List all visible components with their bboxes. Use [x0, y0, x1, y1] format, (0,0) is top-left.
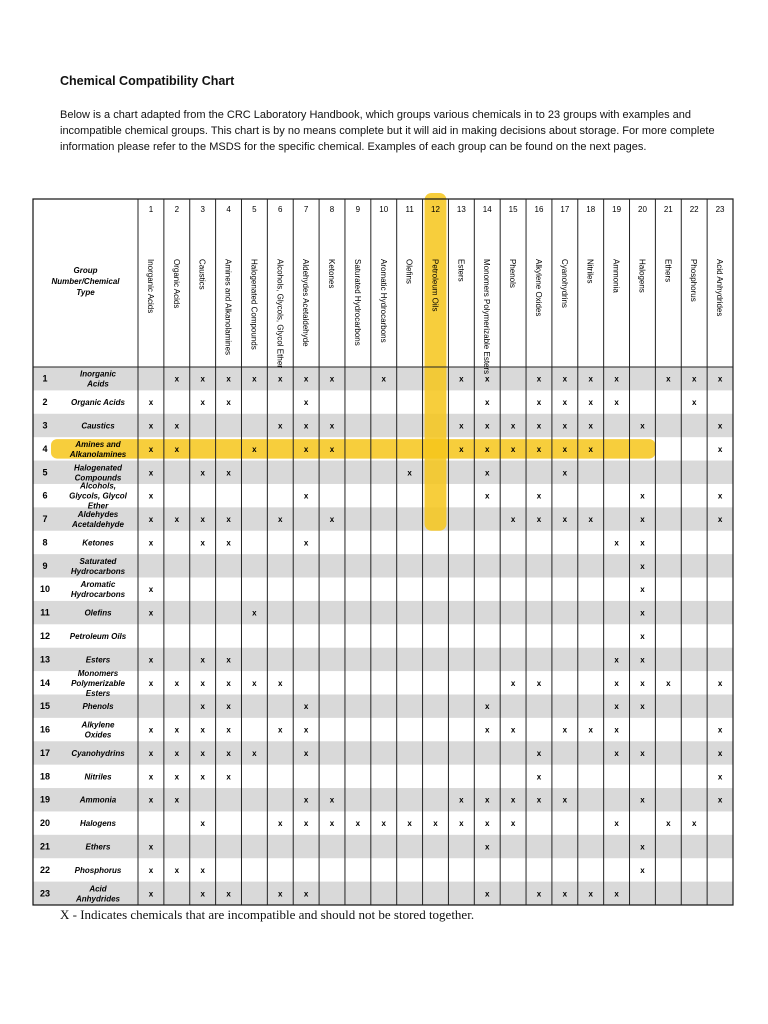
row-number: 10 [39, 584, 51, 595]
column-number: 14 [482, 205, 492, 214]
row-number: 22 [39, 864, 51, 875]
incompatible-mark: x [148, 655, 154, 665]
incompatible-mark: x [226, 398, 231, 408]
incompatible-mark: x [691, 374, 697, 384]
incompatible-mark: x [640, 491, 645, 501]
column-header: Esters [456, 259, 466, 282]
incompatible-mark: x [278, 374, 283, 384]
incompatible-mark: x [148, 515, 154, 525]
incompatible-mark: x [485, 374, 490, 384]
row-label: Amines and [75, 439, 121, 449]
incompatible-mark: x [510, 819, 516, 829]
row-label: Petroleum Oils [69, 632, 127, 641]
incompatible-mark: x [717, 374, 723, 384]
incompatible-mark: x [252, 678, 257, 688]
incompatible-mark: x [614, 678, 619, 688]
incompatible-mark: x [278, 725, 283, 735]
incompatible-mark: x [640, 515, 645, 525]
incompatible-mark: x [717, 421, 723, 431]
incompatible-mark: x [303, 491, 309, 501]
row-label: Acid [89, 884, 107, 894]
column-header: Acid Anhydrides [715, 259, 725, 317]
incompatible-mark: x [303, 889, 309, 899]
incompatible-mark: x [485, 795, 490, 805]
row-number: 14 [39, 677, 51, 688]
incompatible-mark: x [459, 374, 464, 384]
incompatible-mark: x [640, 585, 645, 595]
incompatible-mark: x [200, 655, 205, 665]
row-label: Anhydrides [75, 894, 121, 904]
incompatible-mark: x [252, 374, 257, 384]
incompatible-mark: x [148, 421, 154, 431]
row-number: 15 [39, 701, 51, 712]
row-label: Alkanolamines [69, 449, 127, 459]
incompatible-mark: x [562, 468, 568, 478]
column-number: 11 [405, 205, 414, 214]
incompatible-mark: x [200, 702, 205, 712]
row-label: Hydrocarbons [70, 566, 126, 576]
incompatible-mark: x [640, 678, 645, 688]
row-number: 13 [39, 654, 51, 665]
column-number: 8 [329, 205, 335, 214]
row-label: Monomers [77, 668, 119, 678]
column-number: 18 [586, 205, 596, 214]
incompatible-mark: x [226, 889, 231, 899]
page-title: Chemical Compatibility Chart [60, 74, 235, 88]
column-number: 10 [379, 205, 389, 214]
row-number: 8 [42, 537, 48, 548]
incompatible-mark: x [562, 374, 568, 384]
incompatible-mark: x [717, 795, 723, 805]
row-number: 23 [39, 888, 51, 899]
incompatible-mark: x [510, 795, 516, 805]
incompatible-mark: x [226, 702, 231, 712]
incompatible-mark: x [640, 748, 645, 758]
incompatible-mark: x [303, 398, 309, 408]
row-number: 21 [39, 841, 51, 852]
incompatible-mark: x [459, 795, 464, 805]
column-header: Aldehydes Acetaldehyde [301, 259, 311, 347]
incompatible-mark: x [640, 608, 645, 618]
row-label: Acetaldehyde [71, 520, 125, 530]
incompatible-mark: x [666, 819, 671, 829]
incompatible-mark: x [200, 538, 205, 548]
incompatible-mark: x [717, 491, 723, 501]
column-number: 4 [226, 205, 231, 214]
incompatible-mark: x [174, 678, 180, 688]
column-number: 13 [456, 205, 466, 214]
row-label: Saturated [79, 556, 117, 566]
incompatible-mark: x [536, 515, 542, 525]
incompatible-mark: x [485, 491, 490, 501]
row-label: Aromatic [80, 580, 116, 590]
row-label: Acids [87, 379, 109, 389]
incompatible-mark: x [355, 819, 361, 829]
incompatible-mark: x [148, 468, 154, 478]
incompatible-mark: x [614, 374, 619, 384]
incompatible-mark: x [433, 819, 438, 829]
incompatible-mark: x [536, 795, 542, 805]
column-header: Ketones [327, 259, 337, 289]
incompatible-mark: x [148, 795, 154, 805]
row-label: Polymerizable [71, 678, 125, 688]
incompatible-mark: x [717, 748, 723, 758]
incompatible-mark: x [226, 772, 231, 782]
row-label: Inorganic [79, 369, 117, 379]
row-label: Organic Acids [71, 398, 125, 408]
row-label: Esters [85, 688, 111, 698]
incompatible-mark: x [485, 889, 490, 899]
row-label: Ether [87, 501, 109, 511]
incompatible-mark: x [717, 444, 723, 454]
incompatible-mark: x [614, 725, 619, 735]
incompatible-mark: x [226, 748, 231, 758]
column-header: Phenols [508, 259, 518, 288]
incompatible-mark: x [562, 515, 568, 525]
row-number: 2 [42, 397, 48, 408]
incompatible-mark: x [640, 795, 645, 805]
row-label: Halogens [79, 819, 117, 829]
incompatible-mark: x [329, 819, 335, 829]
incompatible-mark: x [562, 398, 568, 408]
column-header: Alcohols, Glycols, Glycol Ether [275, 259, 285, 368]
row-label: Cyanohydrins [71, 748, 125, 758]
incompatible-mark: x [226, 725, 231, 735]
row-label: Nitriles [84, 772, 112, 782]
incompatible-mark: x [148, 491, 154, 501]
incompatible-mark: x [174, 421, 180, 431]
incompatible-mark: x [536, 444, 542, 454]
incompatible-mark: x [329, 421, 335, 431]
incompatible-mark: x [278, 678, 283, 688]
incompatible-mark: x [485, 421, 490, 431]
incompatible-mark: x [226, 655, 231, 665]
incompatible-mark: x [640, 561, 645, 571]
incompatible-mark: x [614, 748, 619, 758]
incompatible-mark: x [174, 444, 180, 454]
incompatible-mark: x [200, 865, 205, 875]
incompatible-mark: x [407, 819, 412, 829]
column-number: 23 [715, 205, 725, 214]
column-header: Inorganic Acids [145, 259, 155, 314]
row-number: 7 [42, 514, 48, 525]
incompatible-mark: x [278, 515, 283, 525]
header-label: Type [76, 288, 95, 297]
incompatible-mark: x [588, 374, 593, 384]
incompatible-mark: x [614, 655, 619, 665]
incompatible-mark: x [588, 889, 593, 899]
incompatible-mark: x [459, 444, 464, 454]
column-number: 22 [689, 205, 699, 214]
column-number: 12 [431, 205, 440, 214]
row-number: 18 [39, 771, 51, 782]
incompatible-mark: x [303, 374, 309, 384]
incompatible-mark: x [407, 468, 412, 478]
incompatible-mark: x [200, 819, 205, 829]
row-label: Ketones [82, 538, 114, 548]
incompatible-mark: x [510, 678, 516, 688]
incompatible-mark: x [200, 468, 205, 478]
column-header: Caustics [197, 259, 207, 290]
incompatible-mark: x [536, 491, 542, 501]
column-number: 16 [534, 205, 544, 214]
incompatible-mark: x [691, 819, 697, 829]
incompatible-mark: x [717, 678, 723, 688]
incompatible-mark: x [174, 725, 180, 735]
incompatible-mark: x [303, 421, 309, 431]
incompatible-mark: x [303, 795, 309, 805]
column-number: 15 [508, 205, 518, 214]
column-header: Petroleum Oils [430, 259, 440, 312]
incompatible-mark: x [303, 702, 309, 712]
incompatible-mark: x [329, 795, 335, 805]
incompatible-mark: x [278, 421, 283, 431]
column-header: Aromatic Hydrocarbons [378, 259, 388, 343]
incompatible-mark: x [510, 515, 516, 525]
row-number: 11 [40, 607, 50, 618]
column-header: Organic Acids [171, 259, 181, 309]
row-label: Halogenated [73, 463, 123, 473]
incompatible-mark: x [148, 585, 154, 595]
row-number: 12 [39, 631, 51, 641]
incompatible-mark: x [614, 538, 619, 548]
incompatible-mark: x [640, 538, 645, 548]
column-header: Nitriles [585, 259, 595, 284]
incompatible-mark: x [174, 865, 180, 875]
column-number: 19 [612, 205, 622, 214]
incompatible-mark: x [226, 515, 231, 525]
incompatible-mark: x [200, 889, 205, 899]
incompatible-mark: x [200, 515, 205, 525]
column-header: Cyanohydrins [559, 259, 569, 308]
row-number: 9 [42, 560, 48, 571]
intro-paragraph: Below is a chart adapted from the CRC Laboratory Handbook, which groups various chemicals in to 23 groups with examples and incompatible chemical groups. This chart is by no means complete but it will aid in making decisions about storage. For more complete information please refer to the MSDS for the specific chemical. Examples of each group can be found on the next pages. [60, 109, 715, 153]
incompatible-mark: x [174, 374, 180, 384]
column-header: Ammonia [611, 259, 621, 293]
incompatible-mark: x [278, 819, 283, 829]
row-label: Hydrocarbons [70, 590, 126, 600]
incompatible-mark: x [640, 865, 645, 875]
incompatible-mark: x [303, 819, 309, 829]
incompatible-mark: x [252, 608, 257, 618]
incompatible-mark: x [588, 444, 593, 454]
incompatible-mark: x [485, 702, 490, 712]
incompatible-mark: x [148, 865, 154, 875]
row-number: 20 [39, 818, 51, 829]
column-number: 3 [200, 205, 205, 214]
incompatible-mark: x [381, 374, 386, 384]
incompatible-mark: x [252, 748, 257, 758]
incompatible-mark: x [174, 772, 180, 782]
highlight-column-bar [425, 193, 447, 531]
incompatible-mark: x [200, 725, 205, 735]
incompatible-mark: x [562, 889, 568, 899]
column-header: Amines and Alkanolamines [223, 259, 233, 356]
incompatible-mark: x [252, 444, 257, 454]
incompatible-mark: x [510, 725, 516, 735]
incompatible-mark: x [148, 748, 154, 758]
incompatible-mark: x [614, 819, 619, 829]
incompatible-mark: x [148, 538, 154, 548]
incompatible-mark: x [329, 515, 335, 525]
incompatible-mark: x [278, 889, 283, 899]
incompatible-mark: x [226, 468, 231, 478]
row-label: Glycols, Glycol [69, 491, 127, 501]
row-number: 3 [42, 420, 48, 431]
row-label: Alkylene [81, 720, 115, 730]
column-header: Halogens [637, 259, 647, 293]
incompatible-mark: x [174, 795, 180, 805]
incompatible-mark: x [148, 725, 154, 735]
incompatible-mark: x [614, 398, 619, 408]
incompatible-mark: x [562, 444, 568, 454]
incompatible-mark: x [200, 374, 205, 384]
incompatible-mark: x [588, 421, 593, 431]
incompatible-mark: x [174, 515, 180, 525]
column-header: Alkylene Oxides [533, 259, 543, 317]
row-number: 4 [42, 443, 48, 454]
column-number: 6 [278, 205, 283, 214]
row-label: Ethers [85, 842, 111, 852]
incompatible-mark: x [588, 398, 593, 408]
column-number: 17 [560, 205, 570, 214]
incompatible-mark: x [640, 421, 645, 431]
incompatible-mark: x [536, 748, 542, 758]
column-header: Phosphorus [689, 259, 699, 302]
incompatible-mark: x [485, 725, 490, 735]
incompatible-mark: x [588, 515, 593, 525]
row-label: Alcohols, [79, 481, 117, 491]
incompatible-mark: x [148, 772, 154, 782]
incompatible-mark: x [303, 538, 309, 548]
incompatible-mark: x [485, 468, 490, 478]
incompatible-mark: x [459, 819, 464, 829]
row-label: Esters [85, 655, 111, 665]
incompatible-mark: x [640, 632, 645, 641]
incompatible-mark: x [666, 678, 671, 688]
incompatible-mark: x [510, 444, 516, 454]
row-number: 1 [42, 373, 48, 384]
row-label: Caustics [81, 421, 115, 431]
row-label: Oxides [84, 730, 112, 740]
incompatible-mark: x [588, 725, 593, 735]
incompatible-mark: x [226, 678, 231, 688]
column-number: 20 [638, 205, 647, 214]
incompatible-mark: x [536, 678, 542, 688]
incompatible-mark: x [717, 772, 723, 782]
incompatible-mark: x [200, 772, 205, 782]
column-header: Monomers Polymerizable Esters [482, 259, 492, 375]
column-number: 2 [174, 205, 180, 214]
row-label: Compounds [74, 473, 122, 483]
column-header: Ethers [663, 259, 673, 283]
incompatible-mark: x [485, 398, 490, 408]
incompatible-mark: x [148, 444, 154, 454]
incompatible-mark: x [562, 725, 568, 735]
incompatible-mark: x [536, 421, 542, 431]
header-label: Number/Chemical [51, 277, 120, 286]
row-number: 17 [39, 747, 51, 758]
incompatible-mark: x [200, 748, 205, 758]
row-label: Phosphorus [74, 865, 122, 875]
incompatible-mark: x [226, 374, 231, 384]
incompatible-mark: x [226, 538, 231, 548]
incompatible-mark: x [640, 702, 645, 712]
incompatible-mark: x [459, 421, 464, 431]
incompatible-mark: x [717, 515, 723, 525]
column-header: Saturated Hydrocarbons [352, 259, 362, 346]
row-number: 5 [42, 467, 48, 478]
incompatible-mark: x [381, 819, 386, 829]
incompatible-mark: x [510, 421, 516, 431]
incompatible-mark: x [148, 678, 154, 688]
footnote: X - Indicates chemicals that are incompatible and should not be stored together. [60, 907, 475, 922]
incompatible-mark: x [148, 398, 154, 408]
incompatible-mark: x [562, 421, 568, 431]
column-header: Halogenated Compounds [249, 259, 259, 350]
incompatible-mark: x [303, 725, 309, 735]
column-number: 21 [663, 205, 673, 214]
row-label: Aldehydes [77, 510, 119, 520]
row-number: 6 [42, 490, 48, 501]
row-label: Olefins [84, 608, 112, 618]
incompatible-mark: x [148, 889, 154, 899]
incompatible-mark: x [485, 444, 490, 454]
row-number: 19 [39, 794, 51, 805]
incompatible-mark: x [329, 374, 335, 384]
row-label: Ammonia [79, 795, 117, 805]
incompatible-mark: x [536, 374, 542, 384]
column-number: 5 [252, 205, 257, 214]
incompatible-mark: x [536, 889, 542, 899]
incompatible-mark: x [485, 819, 490, 829]
row-number: 16 [39, 724, 51, 735]
incompatible-mark: x [485, 842, 490, 852]
incompatible-mark: x [303, 444, 309, 454]
incompatible-mark: x [640, 655, 645, 665]
header-label: Group [73, 266, 98, 275]
incompatible-mark: x [148, 608, 154, 618]
incompatible-mark: x [666, 374, 671, 384]
column-number: 1 [148, 205, 154, 214]
incompatible-mark: x [717, 725, 723, 735]
incompatible-mark: x [536, 398, 542, 408]
incompatible-mark: x [200, 678, 205, 688]
incompatible-mark: x [329, 444, 335, 454]
incompatible-mark: x [174, 748, 180, 758]
incompatible-mark: x [303, 748, 309, 758]
incompatible-mark: x [148, 842, 154, 852]
incompatible-mark: x [691, 398, 697, 408]
column-number: 7 [303, 205, 309, 214]
incompatible-mark: x [640, 842, 645, 852]
incompatible-mark: x [614, 889, 619, 899]
column-number: 9 [355, 205, 361, 214]
column-header: Olefins [404, 259, 414, 284]
incompatible-mark: x [536, 772, 542, 782]
row-label: Phenols [82, 702, 114, 712]
incompatible-mark: x [614, 702, 619, 712]
incompatible-mark: x [200, 398, 205, 408]
incompatible-mark: x [562, 795, 568, 805]
